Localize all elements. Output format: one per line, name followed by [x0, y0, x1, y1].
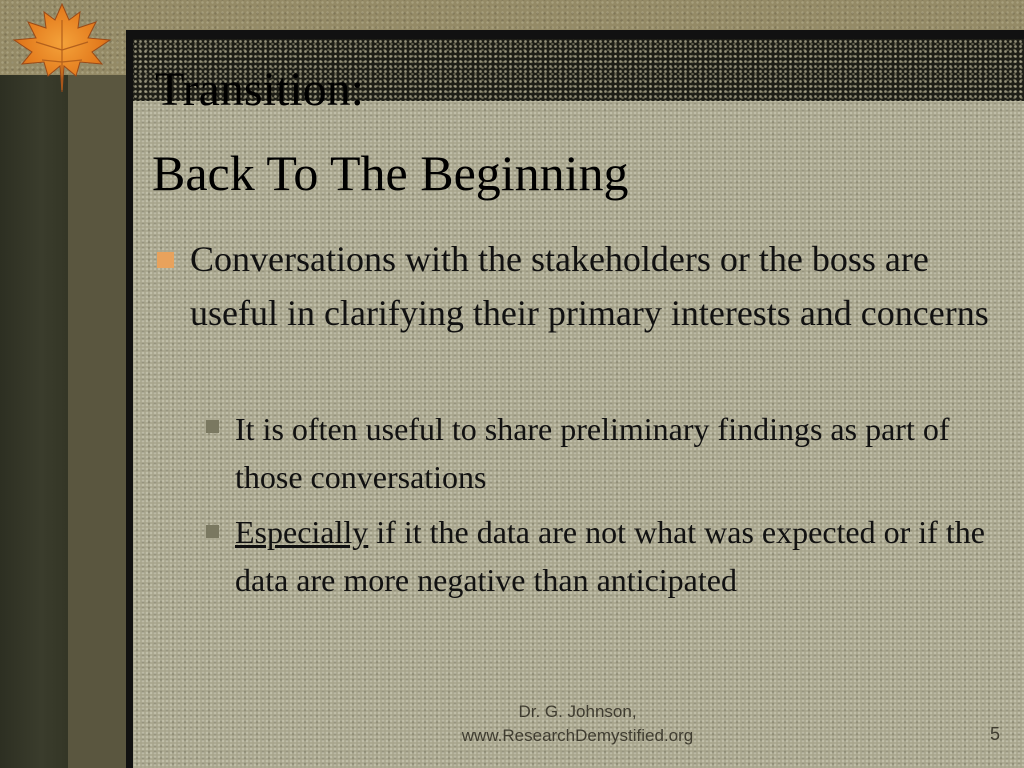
maple-leaf-icon	[6, 0, 118, 95]
slide-title-top: Transition:	[155, 63, 364, 116]
left-decorative-band	[0, 75, 68, 768]
primary-bullet-marker	[157, 252, 174, 268]
sub-bullet-marker	[206, 525, 219, 538]
top-border-line	[126, 30, 1024, 39]
sub-bullet-2-text: if it the data are not what was expected or if the data are more negative than anticipated	[235, 514, 985, 598]
sub-bullet-marker	[206, 420, 219, 433]
main-bullet-text: Conversations with the stakeholders or the boss are useful in clarifying their primary interests and concerns	[190, 239, 989, 333]
footer-website: www.ResearchDemystified.org	[461, 726, 694, 745]
footer	[380, 700, 775, 748]
footer-author: Dr. G. Johnson,	[518, 702, 637, 721]
vertical-border-line	[126, 30, 133, 768]
slide-title: Back To The Beginning	[152, 145, 629, 201]
emphasis-word: Especially	[235, 514, 369, 550]
sub-bullet-1-text: It is often useful to share preliminary findings as part of those conversations	[235, 411, 950, 495]
page-number: 5	[989, 724, 1000, 744]
left-inner-band	[68, 75, 126, 768]
sub-bullet-2	[235, 508, 995, 604]
